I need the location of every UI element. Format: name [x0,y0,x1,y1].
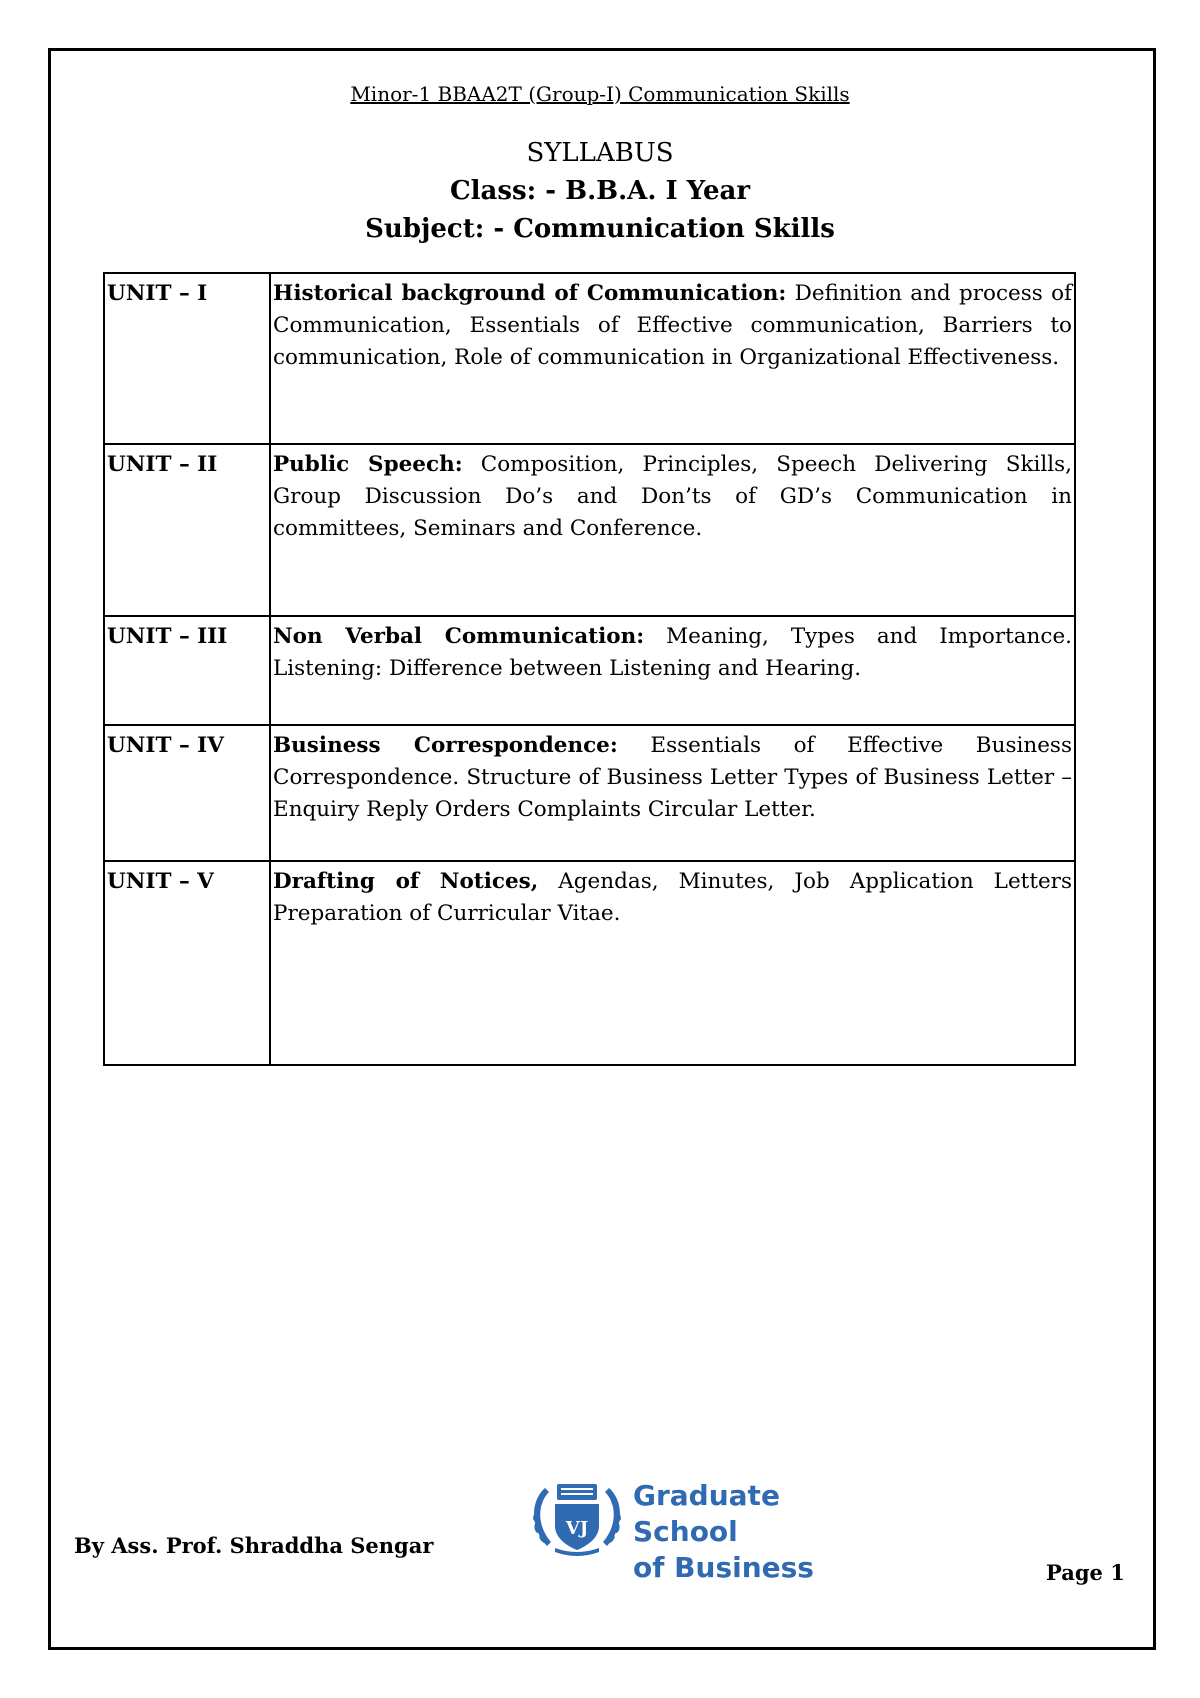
logo-line-1: Graduate School [633,1479,780,1548]
school-logo [525,1476,865,1584]
unit-description [270,444,1075,616]
subject-heading: Subject: - Communication Skills [365,214,835,244]
unit-text: Meaning, Types and Importance. Listening: Difference between Listening and Hearing. [273,624,1073,681]
logo-line-2: of Business [633,1551,814,1584]
table-row [104,861,1075,1065]
syllabus-table [103,272,1076,1066]
table-row [104,616,1075,725]
unit-label: UNIT – I [104,273,270,444]
unit-heading: Public Speech: [273,452,463,477]
unit-heading: Business Correspondence: [273,733,618,758]
unit-heading: Non Verbal Communication: [273,624,645,649]
table-row [104,725,1075,861]
unit-label: UNIT – V [104,861,270,1065]
table-row [104,444,1075,616]
unit-label: UNIT – II [104,444,270,616]
syllabus-heading: SYLLABUS [526,138,674,168]
author-credit: By Ass. Prof. Shraddha Sengar [74,1533,434,1558]
unit-description [270,616,1075,725]
unit-label: UNIT – IV [104,725,270,861]
unit-text: Composition, Principles, Speech Delivering Skills, Group Discussion Do’s and Don’ts of GD’s Communication in committees, Seminars and Conference. [273,452,1072,541]
unit-text: Definition and process of Communication, Essentials of Effective communication, Barriers to communication, Role of communication in Organizational Effectiveness. [273,281,1072,370]
unit-description [270,273,1075,444]
unit-description [270,725,1075,861]
course-header: Minor-1 BBAA2T (Group-I) Communication Skills [350,82,850,106]
laurel-crest-icon [525,1476,629,1556]
unit-label: UNIT – III [104,616,270,725]
logo-wordmark [633,1478,865,1586]
unit-text: Essentials of Effective Business Correspondence. Structure of Business Letter Types of Business Letter – Enquiry Reply Orders Complaints Circular Letter. [273,733,1072,822]
unit-description [270,861,1075,1065]
page-number: Page 1 [1046,1560,1125,1585]
table-row [104,273,1075,444]
svg-text:VJ: VJ [565,1518,589,1539]
unit-heading: Historical background of Communication: [273,281,787,306]
unit-heading: Drafting of Notices, [273,869,539,894]
unit-text: Agendas, Minutes, Job Application Letters Preparation of Curricular Vitae. [273,869,1072,926]
class-heading: Class: - B.B.A. I Year [449,176,751,206]
